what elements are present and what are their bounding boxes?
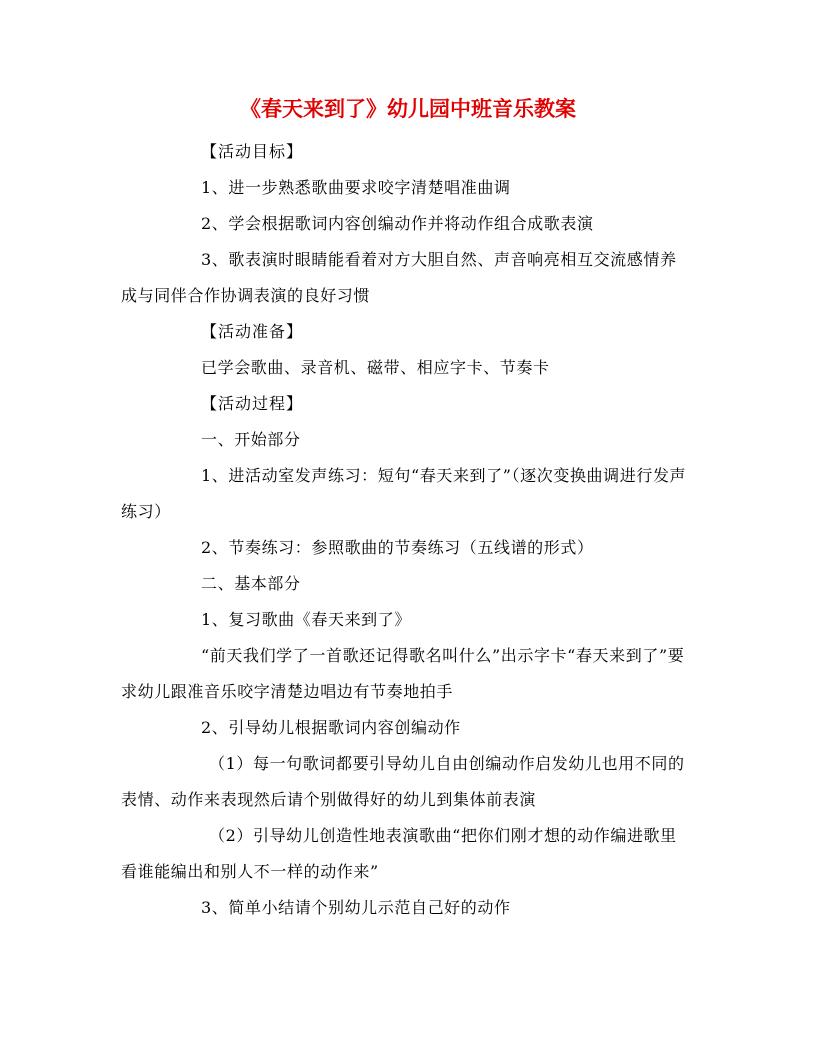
section-heading-objectives: 【活动目标】	[201, 142, 304, 161]
objective-item-3: 3、歌表演时眼睛能看着对方大胆自然、声音响亮相互交流感情养成与同伴合作协调表演的良好习惯	[121, 250, 677, 305]
document-title: 《春天来到了》幼儿园中班音乐教案	[240, 96, 576, 121]
process-step-warmup: 1、进活动室发声练习：短句“春天来到了”（逐次变换曲调进行发声练习）	[121, 466, 687, 521]
process-step-summary: 3、简单小结请个别幼儿示范自己好的动作	[201, 898, 511, 917]
process-step-review-detail: “前天我们学了一首歌还记得歌名叫什么”出示字卡“春天来到了”要求幼儿跟准音乐咬字清楚边唱边有节奏地拍手	[121, 646, 685, 701]
objective-item-2: 2、学会根据歌词内容创编动作并将动作组合成歌表演	[201, 214, 594, 233]
section-heading-process: 【活动过程】	[201, 394, 304, 413]
document-body	[121, 134, 687, 926]
preparation-materials: 已学会歌曲、录音机、磁带、相应字卡、节奏卡	[201, 358, 550, 377]
objective-item-1: 1、进一步熟悉歌曲要求咬字清楚唱准曲调	[201, 178, 511, 197]
process-step-create-actions: 2、引导幼儿根据歌词内容创编动作	[201, 718, 461, 737]
process-part-2-heading: 二、基本部分	[201, 574, 301, 593]
process-part-1-heading: 一、开始部分	[201, 430, 301, 449]
process-substep-1: （1）每一句歌词都要引导幼儿自由创编动作启发幼儿也用不同的表情、动作来表现然后请个别做得好的幼儿到集体前表演	[121, 754, 685, 809]
process-step-rhythm: 2、节奏练习：参照歌曲的节奏练习（五线谱的形式）	[201, 538, 594, 557]
process-step-review-song: 1、复习歌曲《春天来到了》	[201, 610, 411, 629]
process-substep-2: （2）引导幼儿创造性地表演歌曲“把你们刚才想的动作编进歌里看谁能编出和别人不一样的动作来”	[121, 826, 677, 881]
section-heading-preparation: 【活动准备】	[201, 322, 304, 341]
